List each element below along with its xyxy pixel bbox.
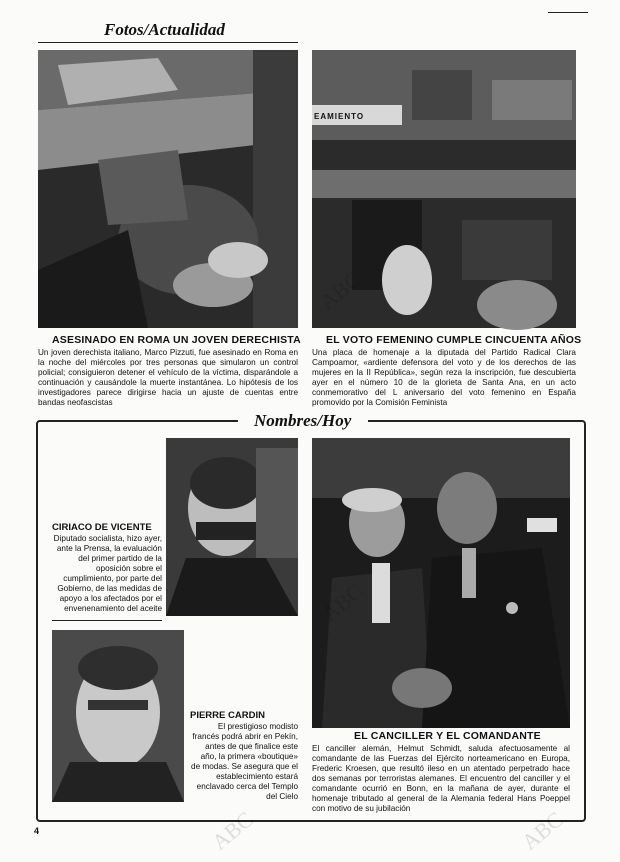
person1-name: CIRIACO DE VICENTE [52, 522, 152, 533]
story2-headline: EL VOTO FEMENINO CUMPLE CINCUENTA AÑOS [326, 334, 582, 346]
person1-rule [52, 620, 162, 621]
abc-watermark: ABC [314, 266, 366, 315]
abc-watermark: ABC [516, 806, 568, 855]
story2-body: Una placa de homenaje a la diputada del Partido Radical Clara Campoamor, «ardiente defensora del voto y de los derechos de las mujeres en la II República», según reza la inscripción, fue descubierta ayer en el número 10 de la glorieta de Santa Ana, en un acto conmemorativo del L aniversario del voto femenino en España promovido por la Comisión Feminista [312, 348, 576, 407]
story3-body: El canciller alemán, Helmut Schmidt, saluda afectuosamente al comandante de las Fuerzas del Ejército norteamericano en Europa, Frederic Kroesen, que resultó ileso en un atentado perpetrado hace dos semanas por terroristas alemanes. El encuentro del canciller y el comandante ocurrió en Bonn, en la mañana de ayer, durante el homenaje tributado al general de la Alemania federal Hans Poeppel con motivo de su jubilación [312, 744, 570, 813]
nombres-header: Nombres/Hoy [254, 411, 352, 430]
photo-ciriaco-de-vicente [166, 438, 298, 616]
person2-name: PIERRE CARDIN [190, 710, 265, 721]
photo-rome-victim [38, 50, 298, 328]
section-header: Fotos/Actualidad [104, 20, 225, 39]
plaque-sign-text: EAMIENTO [314, 112, 365, 121]
header-rule [38, 42, 298, 43]
abc-watermark: ABC [206, 806, 258, 855]
story1-body: Un joven derechista italiano, Marco Pizzuti, fue asesinado en Roma en la noche del miércoles por tres personas que simularon un control policial; consiguieron detener el vehículo de la víctima, disparándole a continuación y causándole la muerte instantánea. Lo hipótesis de los investigadores parece dirigirse hacia un ajuste de cuentas entre bandas neofascistas [38, 348, 298, 407]
page-number: 4 [34, 826, 40, 836]
corner-rule [548, 12, 588, 13]
story3-headline: EL CANCILLER Y EL COMANDANTE [354, 730, 541, 742]
person2-body: El prestigioso modisto francés podrá abrir en Pekín, antes de que finalice este año, la primera «boutique» de modas. Se asegura que el establecimiento estará enclavado cerca del Templo del Cielo [191, 722, 298, 801]
photo-pierre-cardin [52, 630, 184, 802]
person1-body: Diputado socialista, hizo ayer, ante la Prensa, la evaluación del primer partido de la oposición sobre el cumplimiento, por parte del Gobierno, de las medidas de apoyo a los afectados por el envenenamiento del aceite [53, 534, 162, 613]
abc-watermark: ABC [316, 578, 368, 627]
story1-headline: ASESINADO EN ROMA UN JOVEN DERECHISTA [52, 334, 301, 346]
